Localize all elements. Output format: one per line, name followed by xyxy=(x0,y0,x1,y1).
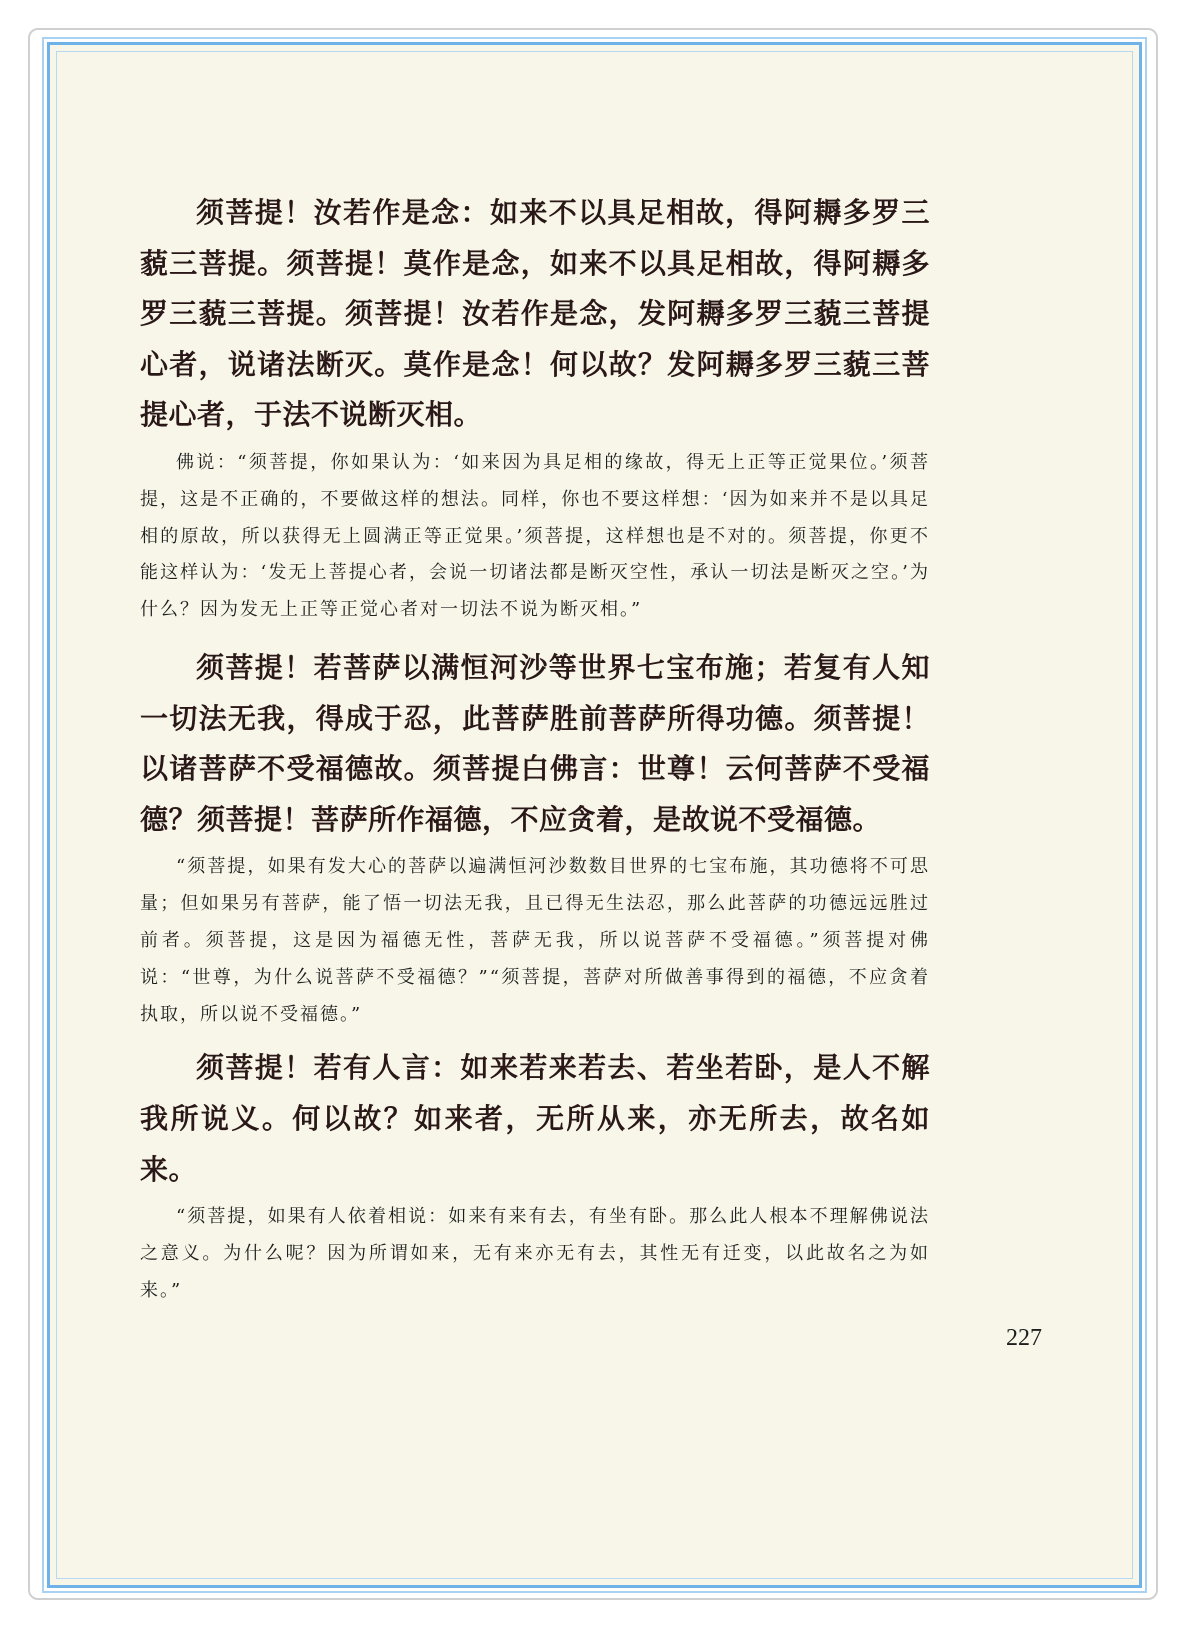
commentary-paragraph-3: “须菩提，如果有人依着相说：如来有来有去，有坐有卧。那么此人根本不理解佛说法之意义。为什么呢？因为所谓如来，无有来亦无有去，其性无有迁变，以此故名之为如来。” xyxy=(140,1206,930,1301)
commentary-paragraph-1: 佛说：“须菩提，你如果认为：‘如来因为具足相的缘故，得无上正等正觉果位。’须菩提，这是不正确的，不要做这样的想法。同样，你也不要这样想：‘因为如来并不是以具足相的原故，所以获得无上圆满正等正觉果。’须菩提，这样想也是不对的。须菩提，你更不能这样认为：‘发无上菩提心者，会说一切诸法都是断灭空性，承认一切法是断灭之空。’为什么？因为发无上正等正觉心者对一切法不说为断灭相。” xyxy=(140,451,930,621)
page-number: 227 xyxy=(1006,1325,1042,1351)
scripture-paragraph-2: 须菩提！若菩萨以满恒河沙等世界七宝布施；若复有人知一切法无我，得成于忍，此菩萨胜前菩萨所得功德。须菩提！以诸菩萨不受福德故。须菩提白佛言：世尊！云何菩萨不受福德？须菩提！菩萨所作福德，不应贪着，是故说不受福德。 xyxy=(140,650,930,836)
scripture-paragraph-3: 须菩提！若有人言：如来若来若去、若坐若卧，是人不解我所说义。何以故？如来者，无所从来，亦无所去，故名如来。 xyxy=(140,1051,930,1186)
scripture-paragraph-1: 须菩提！汝若作是念：如来不以具足相故，得阿耨多罗三藐三菩提。须菩提！莫作是念，如来不以具足相故，得阿耨多罗三藐三菩提。须菩提！汝若作是念，发阿耨多罗三藐三菩提心者，说诸法断灭。莫作是念！何以故？发阿耨多罗三藐三菩提心者，于法不说断灭相。 xyxy=(140,196,930,432)
commentary-paragraph-2: “须菩提，如果有发大心的菩萨以遍满恒河沙数数目世界的七宝布施，其功德将不可思量；但如果另有菩萨，能了悟一切法无我，且已得无生法忍，那么此菩萨的功德远远胜过前者。须菩提，这是因为福德无性，菩萨无我，所以说菩萨不受福德。”须菩提对佛说：“世尊，为什么说菩萨不受福德？”“须菩提，菩萨对所做善事得到的福德，不应贪着执取，所以说不受福德。” xyxy=(140,856,930,1025)
page-content xyxy=(140,188,930,1309)
